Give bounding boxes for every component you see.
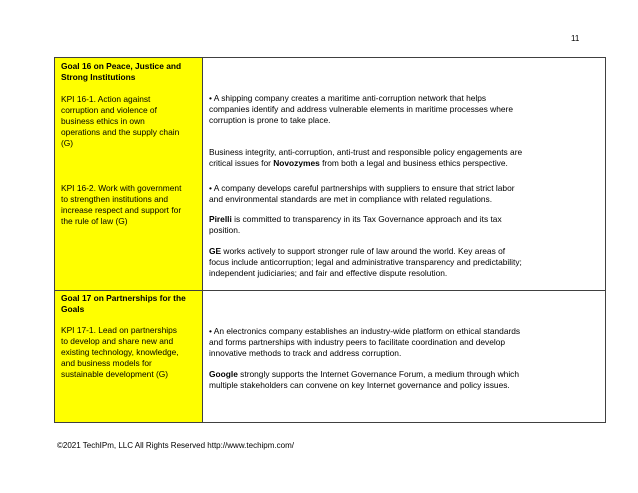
example-text: • A shipping company creates a maritime anti-corruption network that helps companies identify and address vulnerable elements in maritime processes where corruption is prone to take place. — [209, 93, 513, 125]
goals-table — [54, 57, 606, 423]
example-text: • A company develops careful partnerships with suppliers to ensure that strict labor and environmental standards are met in compliance with related regulations. — [209, 183, 515, 204]
example-text — [209, 136, 601, 169]
page-number: 11 — [571, 34, 580, 43]
company-name: GE — [209, 246, 222, 256]
example-text: Pirelli is committed to transparency in its Tax Governance approach and its tax position. — [209, 214, 502, 235]
table-row-goal-17 — [55, 291, 605, 422]
example-text: GE works actively to support stronger rule of law around the world. Key areas of focus include anticorruption; legal and administrative transparency and predictability; independent judiciaries; and fair and effective dispute resolution. — [209, 246, 522, 278]
example-text: • An electronics company establishes an industry-wide platform on ethical standards and forms partnerships with industry peers to facilitate coordination and develop innovative methods to track and address corruption. — [209, 326, 521, 358]
example-segment: Business integrity, anti-corruption, anti-trust and responsible policy engagements are critical issues for Novozymes from both a legal and business ethics perspective. — [209, 147, 523, 168]
company-name: Pirelli — [209, 214, 232, 224]
company-name: Novozymes — [273, 158, 320, 168]
table-row-goal-16 — [55, 58, 605, 291]
copyright-footer: ©2021 TechIPm, LLC All Rights Reserved http://www.techipm.com/ — [57, 441, 294, 450]
kpi-text: KPI 16-2. Work with government to strengthen institutions and increase respect and support for the rule of law (G) — [61, 183, 182, 226]
goal-cell — [55, 58, 203, 290]
example-text: Google strongly supports the Internet Governance Forum, a medium through which multiple stakeholders can convene on key Internet governance and policy issues. — [209, 369, 520, 390]
goal-heading: Goal 16 on Peace, Justice and Strong Institutions — [61, 61, 182, 82]
company-name: Google — [209, 369, 238, 379]
goal-heading: Goal 17 on Partnerships for the Goals — [61, 293, 186, 314]
kpi-text: KPI 17-1. Lead on partnerships to develop and share new and existing technology, knowledge, and business models for sustainable development (G) — [61, 325, 179, 379]
kpi-text: KPI 16-1. Action against corruption and violence of business ethics in own operations and the supply chain (G) — [61, 94, 180, 148]
